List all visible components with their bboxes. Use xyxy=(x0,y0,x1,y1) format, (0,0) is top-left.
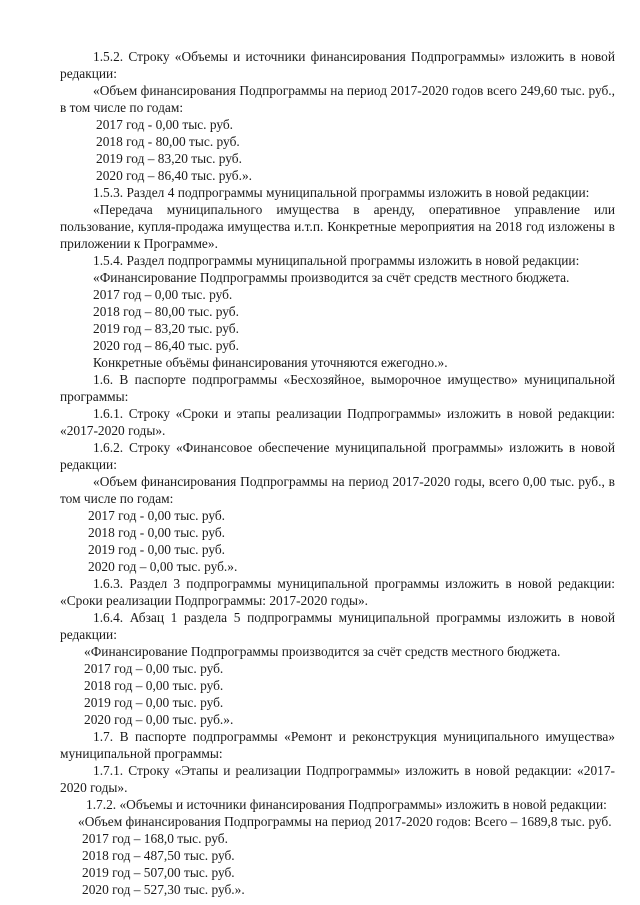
year-line: 2020 год – 527,30 тыс. руб.». xyxy=(82,882,245,897)
para-1-5-3: 1.5.3. Раздел 4 подпрограммы муниципальной программы изложить в новой редакции: xyxy=(93,185,590,200)
year-line: 2017 год - 0,00 тыс. руб. xyxy=(96,117,234,132)
year-line: 2020 год – 0,00 тыс. руб.». xyxy=(84,712,234,727)
year-line: 2020 год – 86,40 тыс. руб.». xyxy=(96,168,253,183)
year-line: 2019 год – 507,00 тыс. руб. xyxy=(82,865,235,880)
year-line: 2017 год – 0,00 тыс. руб. xyxy=(84,661,224,676)
year-line: 2017 год - 0,00 тыс. руб. xyxy=(88,508,226,523)
para-1-5-4: 1.5.4. Раздел подпрограммы муниципальной программы изложить в новой редакции: xyxy=(93,253,580,268)
year-line: 2018 год – 487,50 тыс. руб. xyxy=(82,848,235,863)
para-funding-1-7-2: «Объем финансирования Подпрограммы на период 2017-2020 годов: Всего – 1689,8 тыс. руб. xyxy=(78,814,612,829)
para-specific-volumes: Конкретные объёмы финансирования уточняются ежегодно.». xyxy=(93,355,448,370)
para-1-6-3: 1.6.3. Раздел 3 подпрограммы муниципальной программы изложить в новой редакции: «Сроки реализации Подпрограммы: 2017-2020 годы». xyxy=(60,576,615,608)
year-line: 2019 год – 0,00 тыс. руб. xyxy=(84,695,224,710)
para-1-6: 1.6. В паспорте подпрограммы «Бесхозяйное, выморочное имущество» муниципальной программы: xyxy=(60,372,615,404)
para-funding-1-6-2: «Объем финансирования Подпрограммы на период 2017-2020 годы, всего 0,00 тыс. руб., в том числе по годам: xyxy=(60,474,615,506)
para-1-6-1: 1.6.1. Строку «Сроки и этапы реализации Подпрограммы» изложить в новой редакции: «2017-2020 годы». xyxy=(60,406,615,438)
para-1-6-2: 1.6.2. Строку «Финансовое обеспечение муниципальной программы» изложить в новой редакции: xyxy=(60,440,615,472)
para-1-7-1: 1.7.1. Строку «Этапы и реализации Подпрограммы» изложить в новой редакции: «2017-2020 годы». xyxy=(60,763,615,795)
year-line: 2020 год – 86,40 тыс. руб. xyxy=(93,338,239,353)
para-1-5-2: 1.5.2. Строку «Объемы и источники финансирования Подпрограммы» изложить в новой редакции: xyxy=(60,49,615,81)
year-line: 2018 год - 80,00 тыс. руб. xyxy=(96,134,240,149)
year-line: 2019 год – 83,20 тыс. руб. xyxy=(93,321,239,336)
year-line: 2018 год – 80,00 тыс. руб. xyxy=(93,304,239,319)
para-financing-local: «Финансирование Подпрограммы производится за счёт средств местного бюджета. xyxy=(84,644,561,659)
para-1-7: 1.7. В паспорте подпрограммы «Ремонт и реконструкция муниципального имущества» муниципальной программы: xyxy=(60,729,615,761)
year-line: 2019 год - 0,00 тыс. руб. xyxy=(88,542,226,557)
para-1-6-4: 1.6.4. Абзац 1 раздела 5 подпрограммы муниципальной программы изложить в новой редакции: xyxy=(60,610,615,642)
year-line: 2018 год - 0,00 тыс. руб. xyxy=(88,525,226,540)
year-line: 2017 год – 168,0 тыс. руб. xyxy=(82,831,228,846)
para-1-7-2: 1.7.2. «Объемы и источники финансирования Подпрограммы» изложить в новой редакции: xyxy=(86,797,607,812)
para-financing-local: «Финансирование Подпрограммы производится за счёт средств местного бюджета. xyxy=(93,270,570,285)
para-funding-1-5-2: «Объем финансирования Подпрограммы на период 2017-2020 годов всего 249,60 тыс. руб., в том числе по годам: xyxy=(60,83,615,115)
year-line: 2017 год – 0,00 тыс. руб. xyxy=(93,287,233,302)
year-line: 2020 год – 0,00 тыс. руб.». xyxy=(88,559,238,574)
para-transfer: «Передача муниципального имущества в аренду, оперативное управление или пользование, купля-продажа имущества и.т.п. Конкретные мероприятия на 2018 год изложены в приложении к Программе». xyxy=(60,202,615,251)
year-line: 2019 год – 83,20 тыс. руб. xyxy=(96,151,242,166)
year-line: 2018 год – 0,00 тыс. руб. xyxy=(84,678,224,693)
